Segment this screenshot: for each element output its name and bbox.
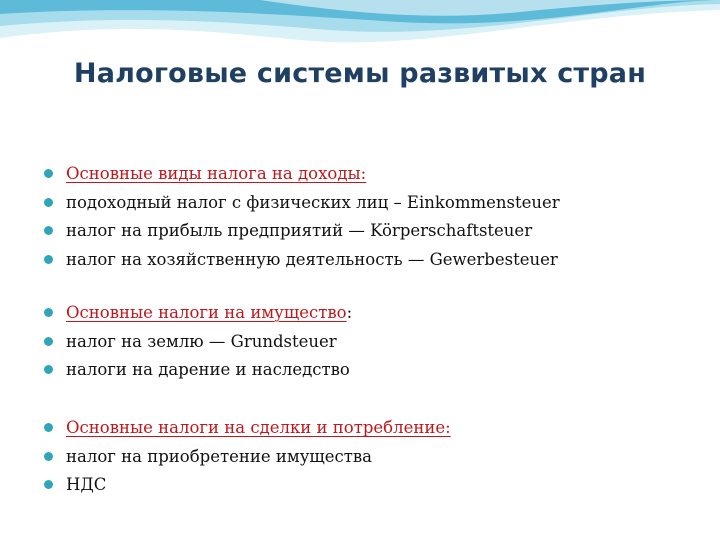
decorative-wave-header — [0, 0, 720, 60]
transactions-heading: Основные налоги на сделки и потребление: — [66, 418, 451, 437]
slide-title: Налоговые системы развитых стран — [73, 58, 647, 89]
list-item-text: НДС — [66, 475, 107, 494]
list-item-text: налог на хозяйственную деятельность — Gewerbesteuer — [66, 249, 558, 269]
property-tax-section — [0, 299, 720, 385]
bullet-icon — [44, 365, 53, 374]
bullet-icon — [44, 452, 53, 461]
list-item — [0, 217, 720, 246]
transaction-tax-section — [0, 414, 720, 500]
bullet-icon — [44, 423, 53, 432]
bullet-icon — [44, 255, 53, 264]
income-tax-section — [0, 160, 720, 274]
list-item — [0, 356, 720, 385]
list-item — [0, 414, 720, 443]
list-item-text: налог на прибыль предприятий — Körperschaftsteuer — [66, 221, 533, 240]
bullet-icon — [44, 198, 53, 207]
list-item-text: налог на приобретение имущества — [66, 446, 373, 466]
list-item-text: налоги на дарение и наследство — [66, 360, 350, 379]
list-item — [0, 189, 720, 218]
property-heading: Основные налоги на имущество — [66, 303, 347, 322]
property-heading-colon: : — [346, 303, 353, 322]
property-heading-line — [66, 299, 352, 328]
list-item — [0, 471, 720, 500]
list-item-text: налог на землю — Grundsteuer — [66, 331, 337, 351]
income-heading: Основные виды налога на доходы: — [66, 164, 367, 183]
bullet-icon — [44, 169, 53, 178]
bullet-icon — [44, 308, 53, 317]
list-item — [0, 160, 720, 189]
list-item — [0, 246, 720, 275]
list-item — [0, 328, 720, 357]
list-item-text: подоходный налог с физических лиц – Einkommensteuer — [66, 192, 560, 212]
list-item — [0, 443, 720, 472]
list-item — [0, 299, 720, 328]
bullet-icon — [44, 480, 53, 489]
bullet-icon — [44, 337, 53, 346]
bullet-icon — [44, 226, 53, 235]
